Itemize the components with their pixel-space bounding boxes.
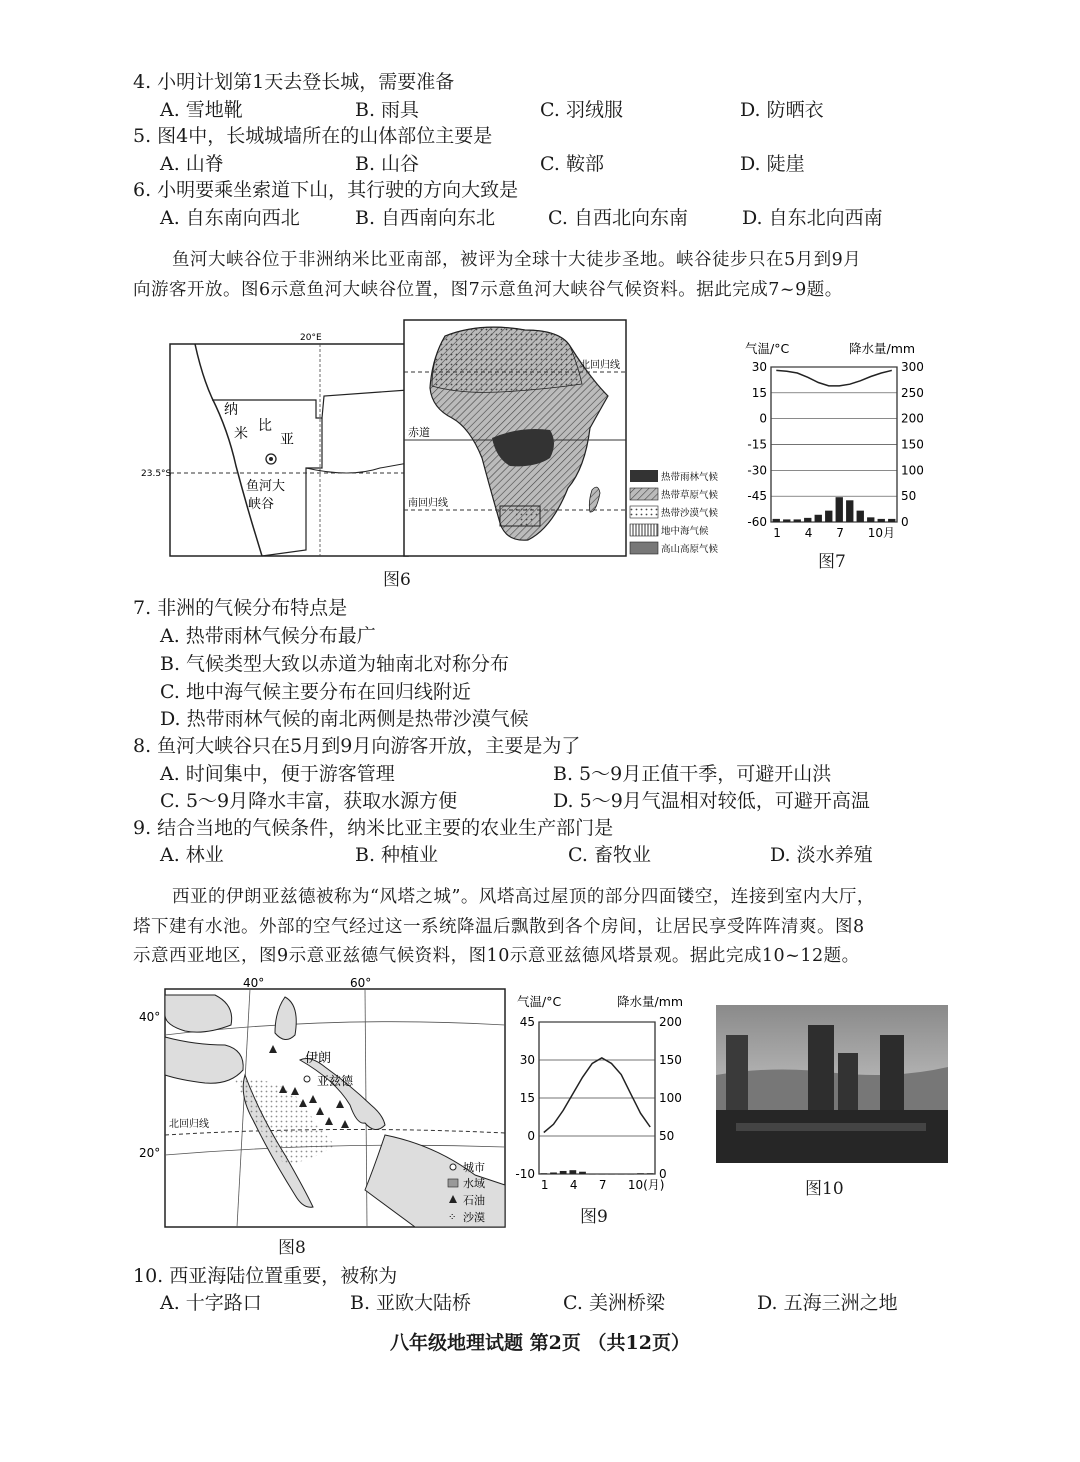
fig8-legend-2: 水域 bbox=[463, 1177, 485, 1190]
x-tick: 4 bbox=[804, 526, 813, 540]
figure-7-caption: 图7 bbox=[818, 552, 846, 572]
figure-10-photo bbox=[716, 1005, 948, 1163]
y-left-tick: -15 bbox=[747, 437, 767, 452]
y-left-tick: 15 bbox=[519, 1091, 535, 1105]
precip-bar bbox=[627, 1174, 634, 1175]
fig6-canyon-1: 鱼河大 bbox=[246, 479, 286, 494]
question-9-option-a[interactable]: A. 林业 bbox=[160, 844, 224, 866]
passage-2-line-1: 西亚的伊朗亚兹德被称为“风塔之城”。风塔高过屋顶的部分四面镂空，连接到室内大厅， bbox=[172, 887, 875, 907]
question-10-option-a[interactable]: A. 十字路口 bbox=[160, 1292, 262, 1314]
fig8-legend-3: 石油 bbox=[463, 1194, 485, 1207]
x-tick: 4 bbox=[569, 1178, 578, 1192]
figure-10-caption: 图10 bbox=[805, 1179, 844, 1199]
precip-bar bbox=[783, 519, 790, 522]
question-8-stem: 8. 鱼河大峡谷只在5月到9月向游客开放，主要是为了 bbox=[133, 735, 581, 757]
y-right-tick: 300 bbox=[901, 360, 924, 374]
question-8-option-b[interactable]: B. 5～9月正值干季，可避开山洪 bbox=[553, 763, 832, 785]
precip-bar bbox=[637, 1173, 644, 1174]
fig6-country-3: 比 bbox=[258, 418, 272, 434]
question-9-option-c[interactable]: C. 畜牧业 bbox=[568, 844, 651, 866]
question-8-option-c[interactable]: C. 5～9月降水丰富，获取水源方便 bbox=[160, 790, 458, 812]
y-left-tick: 0 bbox=[527, 1129, 535, 1143]
y-right-tick: 0 bbox=[901, 515, 909, 529]
temperature-line bbox=[776, 370, 892, 386]
fig7-left-title: 气温/°C bbox=[745, 341, 790, 356]
question-6-option-c[interactable]: C. 自西北向东南 bbox=[548, 207, 688, 229]
y-right-tick: 250 bbox=[901, 385, 924, 400]
y-right-tick: 0 bbox=[659, 1167, 667, 1181]
fig9-right-title: 降水量/mm bbox=[617, 994, 684, 1009]
question-6-stem: 6. 小明要乘坐索道下山，其行驶的方向大致是 bbox=[133, 179, 519, 201]
question-8-option-d[interactable]: D. 5～9月气温相对较低，可避开高温 bbox=[553, 790, 870, 812]
fig9-left-title: 气温/°C bbox=[517, 994, 562, 1009]
x-tick: 7 bbox=[836, 526, 844, 540]
question-6-option-b[interactable]: B. 自西南向东北 bbox=[355, 207, 496, 229]
precip-bar bbox=[618, 1174, 625, 1175]
question-5-option-d[interactable]: D. 陡崖 bbox=[740, 153, 805, 175]
fig6-legend-2: 热带草原气候 bbox=[661, 490, 719, 501]
precip-bar bbox=[569, 1170, 576, 1174]
figure-8-map bbox=[135, 975, 515, 1255]
y-left-tick: 30 bbox=[519, 1053, 535, 1067]
precip-bar bbox=[589, 1174, 596, 1175]
y-left-tick: -10 bbox=[515, 1167, 535, 1181]
question-7-stem: 7. 非洲的气候分布特点是 bbox=[133, 597, 348, 619]
question-4-stem: 4. 小明计划第1天去登长城，需要准备 bbox=[133, 71, 455, 93]
fig6-country-4: 亚 bbox=[280, 432, 294, 448]
y-left-tick: 0 bbox=[759, 411, 767, 426]
figure-7-chart bbox=[735, 338, 935, 548]
page-footer: 八年级地理试题 第2页 （共12页） bbox=[390, 1332, 690, 1354]
y-left-tick: -60 bbox=[747, 515, 767, 529]
y-left-tick: 30 bbox=[751, 360, 767, 374]
question-5-option-b[interactable]: B. 山谷 bbox=[355, 153, 420, 175]
fig7-right-title: 降水量/mm bbox=[849, 341, 916, 356]
question-4-option-d[interactable]: D. 防晒衣 bbox=[740, 99, 824, 121]
precip-bar bbox=[560, 1171, 567, 1174]
question-10-stem: 10. 西亚海陆位置重要，被称为 bbox=[133, 1265, 398, 1287]
question-8-option-a[interactable]: A. 时间集中，便于游客管理 bbox=[160, 763, 395, 785]
fig8-lon-2: 60° bbox=[350, 976, 372, 990]
precip-bar bbox=[836, 497, 843, 522]
y-left-tick: 15 bbox=[751, 385, 767, 400]
fig6-legend-5: 高山高原气候 bbox=[661, 544, 719, 555]
figure-9-caption: 图9 bbox=[580, 1207, 608, 1227]
fig6-legend-1: 热带雨林气候 bbox=[661, 472, 719, 483]
precip-bar bbox=[857, 511, 864, 522]
x-tick: 7 bbox=[598, 1178, 607, 1192]
fig6-lon-label: 20°E bbox=[300, 333, 322, 343]
question-9-option-d[interactable]: D. 淡水养殖 bbox=[770, 844, 873, 866]
fig8-yazd: 亚兹德 bbox=[317, 1074, 354, 1088]
question-6-option-a[interactable]: A. 自东南向西北 bbox=[160, 207, 300, 229]
fig6-legend-4: 地中海气候 bbox=[661, 526, 709, 537]
question-4-option-c[interactable]: C. 羽绒服 bbox=[540, 99, 623, 121]
figure-9-chart bbox=[505, 990, 705, 1205]
x-tick: 1 bbox=[540, 1178, 549, 1192]
question-4-option-a[interactable]: A. 雪地靴 bbox=[160, 99, 243, 121]
precip-bar bbox=[794, 519, 801, 522]
precip-bar bbox=[579, 1172, 586, 1174]
fig6-tropic-s: 南回归线 bbox=[408, 498, 448, 509]
y-right-tick: 50 bbox=[659, 1129, 675, 1143]
fig6-equator: 赤道 bbox=[408, 426, 430, 439]
fig8-legend-1: 城市 bbox=[463, 1161, 485, 1174]
fig6-country-2: 米 bbox=[234, 426, 248, 442]
y-right-tick: 100 bbox=[901, 463, 924, 478]
x-tick: 10(月) bbox=[627, 1178, 665, 1192]
y-right-tick: 150 bbox=[901, 437, 924, 452]
precip-bar bbox=[846, 500, 853, 522]
y-right-tick: 100 bbox=[659, 1091, 682, 1105]
fig8-tropic: 北回归线 bbox=[169, 1119, 209, 1130]
precip-bar bbox=[647, 1173, 654, 1174]
fig6-country-1: 纳 bbox=[224, 402, 238, 418]
precip-bar bbox=[773, 519, 780, 522]
svg-text:⁘: ⁘ bbox=[448, 1212, 457, 1223]
precip-bar bbox=[825, 511, 832, 522]
y-left-tick: -30 bbox=[747, 463, 767, 478]
figure-8-caption: 图8 bbox=[278, 1238, 306, 1258]
passage-1-line-2: 向游客开放。图6示意鱼河大峡谷位置，图7示意鱼河大峡谷气候资料。据此完成7~9题。 bbox=[133, 280, 843, 300]
fig6-lat-label: 23.5°S bbox=[141, 469, 172, 479]
y-right-tick: 50 bbox=[901, 489, 917, 504]
question-7-option-a[interactable]: A. 热带雨林气候分布最广 bbox=[160, 625, 376, 647]
question-5-option-a[interactable]: A. 山脊 bbox=[160, 153, 224, 175]
passage-2-line-2: 塔下建有水池。外部的空气经过这一系统降温后飘散到各个房间，让居民享受阵阵清爽。图8 bbox=[133, 917, 865, 937]
precip-bar bbox=[867, 517, 874, 522]
question-10-option-c[interactable]: C. 美洲桥梁 bbox=[563, 1292, 665, 1314]
precip-bar bbox=[888, 519, 895, 522]
precip-bar bbox=[815, 515, 822, 522]
question-7-option-d[interactable]: D. 热带雨林气候的南北两侧是热带沙漠气候 bbox=[160, 708, 529, 730]
y-left-tick: -45 bbox=[747, 489, 767, 504]
temperature-line bbox=[544, 1058, 650, 1133]
question-7-option-b[interactable]: B. 气候类型大致以赤道为轴南北对称分布 bbox=[160, 653, 510, 675]
question-4-option-b[interactable]: B. 雨具 bbox=[355, 99, 420, 121]
fig6-legend-3: 热带沙漠气候 bbox=[661, 508, 719, 519]
question-5-stem: 5. 图4中，长城城墙所在的山体部位主要是 bbox=[133, 125, 493, 147]
y-right-tick: 150 bbox=[659, 1053, 682, 1067]
y-right-tick: 200 bbox=[901, 411, 924, 426]
fig8-lat-2: 20° bbox=[139, 1146, 161, 1160]
figure-6-map bbox=[140, 318, 740, 583]
precip-bar bbox=[550, 1172, 557, 1174]
precip-bar bbox=[598, 1174, 605, 1175]
precip-bar bbox=[608, 1174, 615, 1175]
y-right-tick: 200 bbox=[659, 1015, 682, 1029]
fig8-lon-1: 40° bbox=[243, 976, 265, 990]
figure-6-caption: 图6 bbox=[383, 570, 411, 590]
x-tick: 1 bbox=[773, 526, 781, 540]
fig8-legend-4: 沙漠 bbox=[463, 1211, 485, 1224]
question-6-option-d[interactable]: D. 自东北向西南 bbox=[742, 207, 883, 229]
y-left-tick: 45 bbox=[519, 1015, 535, 1029]
precip-bar bbox=[540, 1173, 547, 1174]
x-tick: 10月 bbox=[867, 526, 896, 540]
fig6-tropic-n: 北回归线 bbox=[580, 360, 620, 371]
passage-1-line-1: 鱼河大峡谷位于非洲纳米比亚南部，被评为全球十大徒步圣地。峡谷徒步只在5月到9月 bbox=[172, 250, 862, 270]
question-9-option-b[interactable]: B. 种植业 bbox=[355, 844, 439, 866]
question-10-option-b[interactable]: B. 亚欧大陆桥 bbox=[350, 1292, 472, 1314]
fig8-iran: 伊朗 bbox=[305, 1051, 332, 1066]
question-7-option-c[interactable]: C. 地中海气候主要分布在回归线附近 bbox=[160, 681, 471, 703]
precip-bar bbox=[878, 519, 885, 522]
question-9-stem: 9. 结合当地的气候条件，纳米比亚主要的农业生产部门是 bbox=[133, 817, 614, 839]
precip-bar bbox=[804, 518, 811, 522]
question-10-option-d[interactable]: D. 五海三洲之地 bbox=[757, 1292, 898, 1314]
passage-2-line-3: 示意西亚地区，图9示意亚兹德气候资料，图10示意亚兹德风塔景观。据此完成10~12题。 bbox=[133, 946, 860, 966]
question-5-option-c[interactable]: C. 鞍部 bbox=[540, 153, 604, 175]
fig6-canyon-2: 峡谷 bbox=[248, 497, 275, 512]
fig8-lat-1: 40° bbox=[139, 1010, 161, 1024]
